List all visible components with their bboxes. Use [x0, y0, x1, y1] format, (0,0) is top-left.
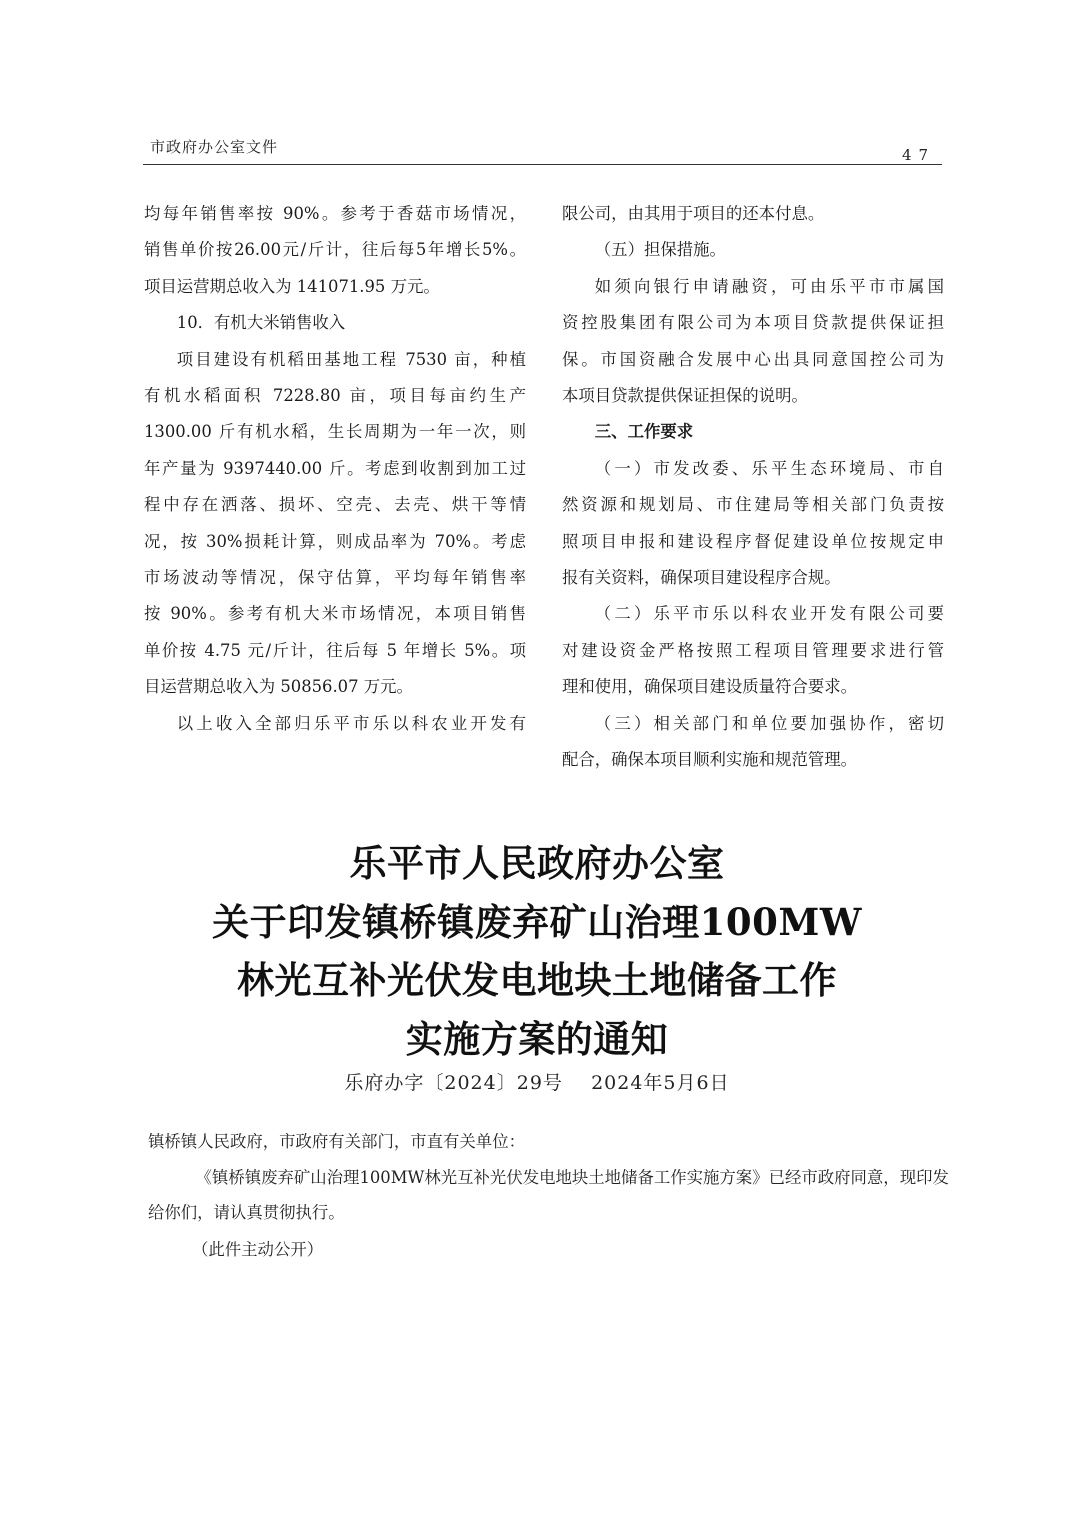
paragraph-line: 照项目申报和建设程序督促建设单位按规定申 [562, 531, 944, 551]
paragraph-line: 单价按 4.75 元/斤计，往后每 5 年增长 5%。项 [144, 640, 526, 660]
public-note: （此件主动公开） [192, 1240, 324, 1259]
document-reference: 乐府办字〔2024〕29号 2024年5月6日 [344, 1072, 730, 1094]
paragraph-line: 市场波动等情况，保守估算，平均每年销售率 [144, 568, 526, 588]
paragraph-line: 本项目贷款提供保证担保的说明。 [562, 386, 808, 406]
paragraph-line: 均每年销售率按 90%。参考于香菇市场情况， [144, 204, 526, 223]
header-rule [143, 164, 942, 165]
notice-title-line: 乐平市人民政府办公室 [349, 841, 725, 885]
left-column [144, 196, 526, 742]
paragraph-line: 有机水稻面积 7228.80 亩，项目每亩约生产 [144, 386, 526, 406]
paragraph-line: 资控股集团有限公司为本项目贷款提供保证担 [562, 313, 944, 333]
paragraph-line: 然资源和规划局、市住建局等相关部门负责按 [562, 495, 944, 515]
paragraph-line: 目运营期总收入为 50856.07 万元。 [144, 677, 413, 697]
header-label: 市政府办公室文件 [150, 138, 279, 156]
right-column [562, 196, 944, 779]
paragraph-line: 年产量为 9397440.00 斤。考虑到收割到加工过 [144, 458, 526, 478]
notice-title-line: 实施方案的通知 [405, 1016, 669, 1061]
section-heading: （五）担保措施。 [594, 240, 726, 260]
paragraph-line: 如须向银行申请融资，可由乐平市市属国 [594, 276, 944, 296]
paragraph-line: 项目运营期总收入为 141071.95 万元。 [144, 276, 440, 296]
section-heading: 三、工作要求 [594, 422, 694, 442]
paragraph-line: 按 90%。参考有机大米市场情况，本项目销售 [144, 604, 526, 624]
addressee: 镇桥镇人民政府，市政府有关部门，市直有关单位： [148, 1132, 525, 1151]
paragraph-line: （二）乐平市乐以科农业开发有限公司要 [594, 604, 944, 624]
paragraph-line: 以上收入全部归乐平市乐以科农业开发有 [176, 713, 526, 733]
paragraph-line: 限公司，由其用于项目的还本付息。 [562, 204, 825, 223]
paragraph-line: 配合，确保本项目顺利实施和规范管理。 [562, 750, 858, 770]
paragraph-line: 保。市国资融合发展中心出具同意国控公司为 [562, 349, 944, 369]
paragraph-line: 理和使用，确保项目建设质量符合要求。 [562, 677, 858, 697]
paragraph-line: 销售单价按26.00元/斤计，往后每5年增长5%。 [144, 240, 526, 260]
paragraph-line: （一）市发改委、乐平生态环境局、市自 [594, 458, 944, 478]
section-heading: 10．有机大米销售收入 [176, 313, 346, 333]
notice-body: 《镇桥镇废弃矿山治理100MW林光互补光伏发电地块土地储备工作实施方案》已经市政府同意，现印发给你们，请认真贯彻执行。 [148, 1168, 949, 1222]
paragraph-line: 况，按 30%损耗计算，则成品率为 70%。考虑 [144, 531, 526, 551]
page-number: 47 [902, 146, 936, 164]
paragraph-line: （三）相关部门和单位要加强协作，密切 [594, 713, 944, 733]
paragraph-line: 对建设资金严格按照工程项目管理要求进行管 [562, 640, 944, 660]
paragraph-line: 项目建设有机稻田基地工程 7530 亩，种植 [176, 349, 526, 369]
notice-title [0, 834, 1074, 1068]
paragraph-line: 程中存在洒落、损坏、空壳、去壳、烘干等情 [144, 495, 526, 515]
paragraph-line: 1300.00 斤有机水稻，生长周期为一年一次，则 [144, 422, 526, 442]
notice-title-line: 关于印发镇桥镇废弃矿山治理100MW [212, 899, 862, 944]
paragraph-line: 报有关资料，确保项目建设程序合规。 [562, 568, 841, 588]
notice-title-line: 林光互补光伏发电地块土地储备工作 [237, 958, 837, 1002]
